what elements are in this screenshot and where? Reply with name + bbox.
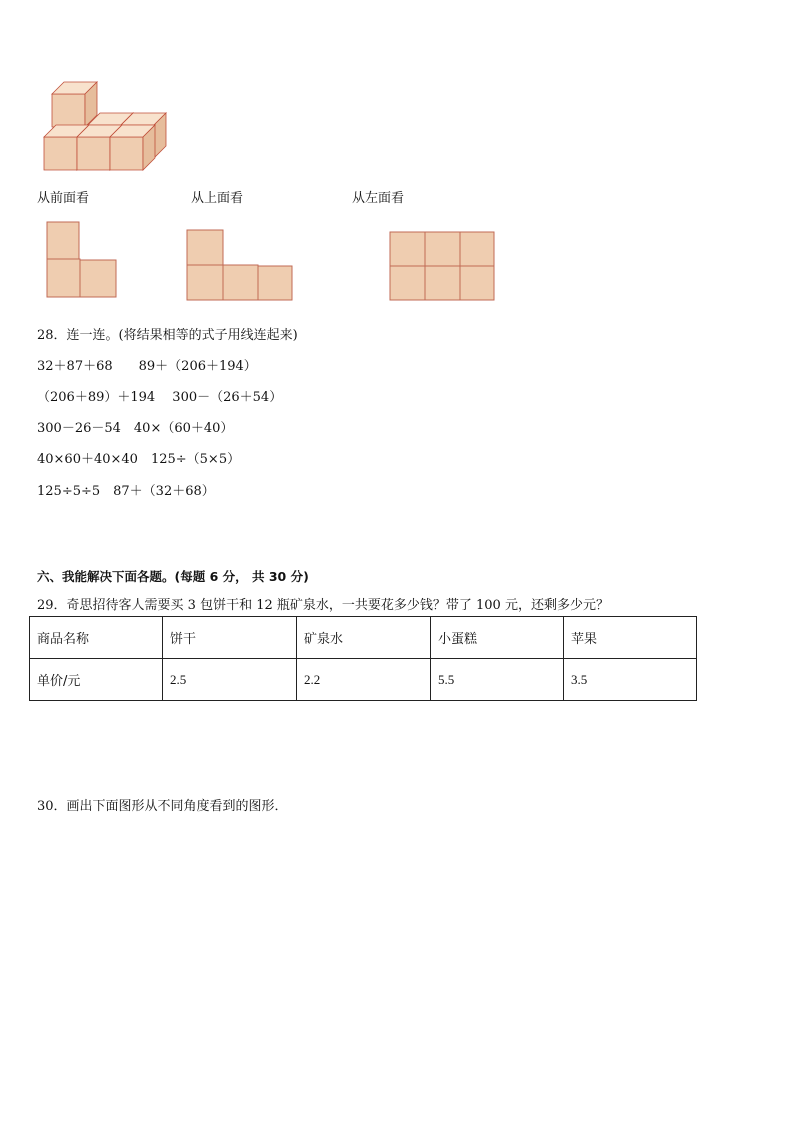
view-square xyxy=(47,222,79,259)
table-cell: 3.5 xyxy=(564,659,697,701)
table-header-cell: 小蛋糕 xyxy=(431,617,564,659)
view-square xyxy=(223,265,258,300)
table-cell: 5.5 xyxy=(431,659,564,701)
table-header-cell: 矿泉水 xyxy=(297,617,431,659)
price-table xyxy=(29,616,697,701)
view-square xyxy=(80,260,116,297)
cube-face xyxy=(110,137,143,170)
cube-face xyxy=(44,137,77,170)
view-square xyxy=(390,232,425,266)
q28-expression-row: （206＋89）＋194 300－（26＋54） xyxy=(37,390,283,405)
view-square xyxy=(187,230,223,265)
table-cell: 2.5 xyxy=(163,659,297,701)
view-square xyxy=(47,259,80,297)
table-header-cell: 饼干 xyxy=(163,617,297,659)
view-square xyxy=(425,232,460,266)
view-label-left: 从左面看 xyxy=(352,191,405,206)
table-header-cell: 商品名称 xyxy=(30,617,163,659)
table-row xyxy=(30,659,697,701)
table-cell: 单价/元 xyxy=(30,659,163,701)
top-view-figure xyxy=(187,230,307,310)
view-square xyxy=(460,266,494,300)
view-label-top: 从上面看 xyxy=(191,191,244,206)
q28-expression-row: 40×60＋40×40 125÷（5×5） xyxy=(37,452,241,467)
view-square xyxy=(187,265,223,300)
view-square xyxy=(425,266,460,300)
cube-face xyxy=(77,137,110,170)
table-cell: 2.2 xyxy=(297,659,431,701)
table-header-cell: 苹果 xyxy=(564,617,697,659)
left-view-figure xyxy=(390,232,500,304)
table-row xyxy=(30,617,697,659)
q28-expression-row: 125÷5÷5 87＋（32＋68） xyxy=(37,484,215,499)
view-square xyxy=(390,266,425,300)
view-square xyxy=(460,232,494,266)
cube-face xyxy=(52,94,85,127)
q28-expression-row: 32＋87＋68 89＋（206＋194） xyxy=(37,359,257,374)
q28-title: 28．连一连。(将结果相等的式子用线连起来) xyxy=(37,328,298,343)
front-view-figure xyxy=(47,222,127,302)
section-6-title: 六、我能解决下面各题。(每题 6 分， 共 30 分) xyxy=(37,569,309,584)
view-square xyxy=(258,266,292,300)
cube-stack-figure xyxy=(42,82,172,177)
q30-text: 30．画出下面图形从不同角度看到的图形． xyxy=(37,799,288,814)
view-label-front: 从前面看 xyxy=(37,191,90,206)
q29-text: 29．奇思招待客人需要买 3 包饼干和 12 瓶矿泉水，一共要花多少钱？带了 100 元，还剩多少元？ xyxy=(37,598,609,613)
q28-expression-row: 300－26－54 40×（60＋40） xyxy=(37,421,234,436)
